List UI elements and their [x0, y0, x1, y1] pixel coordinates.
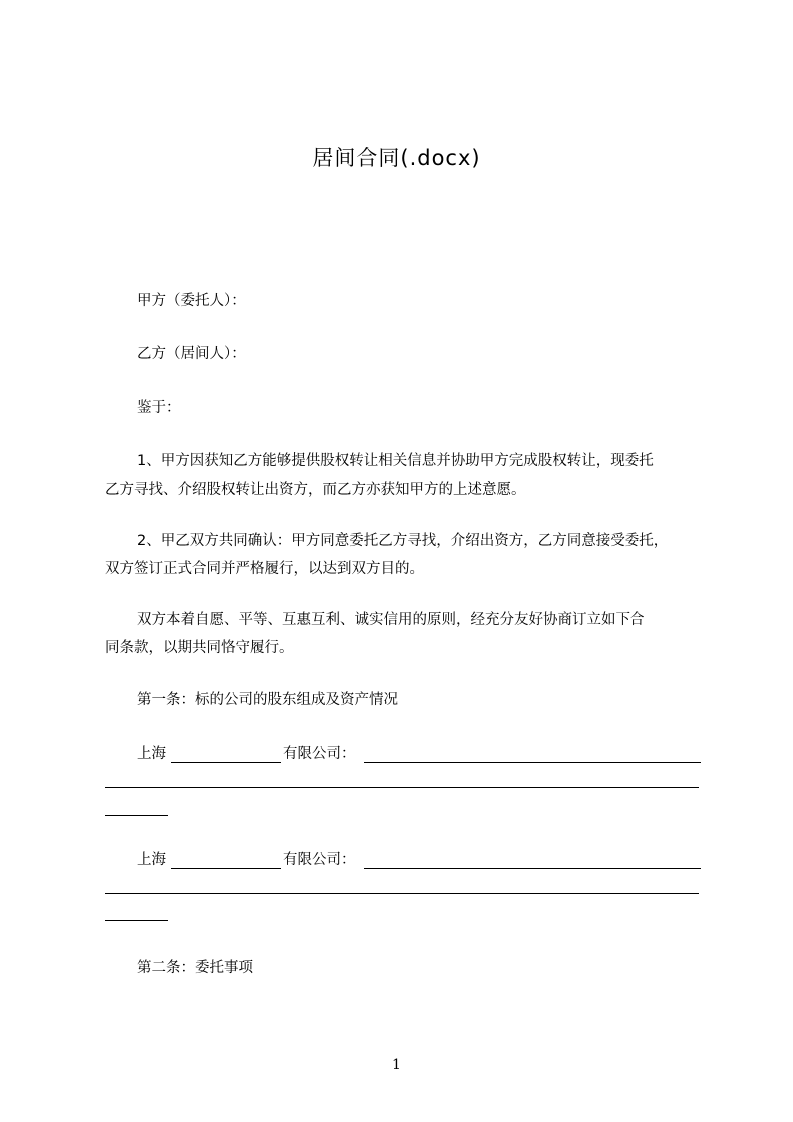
article2-heading: 第二条：委托事项	[137, 960, 253, 976]
company2-prefix: 上海	[137, 852, 166, 868]
clause2-line2: 双方签订正式合同并严格履行，以达到双方目的。	[105, 561, 424, 577]
company1-info-blank-2	[105, 787, 699, 788]
company2-info-blank-2	[105, 893, 699, 894]
document-title: 居间合同(.docx)	[312, 146, 481, 170]
clause1-line1: 1、甲方因获知乙方能够提供股权转让相关信息并协助甲方完成股权转让，现委托	[137, 453, 654, 469]
party-a-label: 甲方（委托人）：	[137, 293, 246, 309]
article1-heading: 第一条：标的公司的股东组成及资产情况	[137, 692, 398, 708]
principle-line2: 同条款，以期共同恪守履行。	[105, 640, 294, 656]
company1-suffix: 有限公司：	[283, 746, 356, 762]
principle-line1: 双方本着自愿、平等、互惠互利、诚实信用的原则，经充分友好协商订立如下合	[137, 612, 645, 628]
company2-name-blank	[171, 868, 281, 869]
company1-info-blank-3	[105, 815, 168, 816]
company2-info-blank-1	[364, 868, 701, 869]
clause2-line1: 2、甲乙双方共同确认：甲方同意委托乙方寻找，介绍出资方，乙方同意接受委托，	[137, 533, 669, 549]
company1-prefix: 上海	[137, 746, 166, 762]
party-b-label: 乙方（居间人）：	[137, 346, 246, 362]
whereas-label: 鉴于：	[137, 400, 181, 416]
clause1-line2: 乙方寻找、介绍股权转让出资方，而乙方亦获知甲方的上述意愿。	[105, 482, 526, 498]
company1-name-blank	[171, 762, 281, 763]
company2-info-blank-3	[105, 920, 168, 921]
company1-info-blank-1	[364, 762, 701, 763]
company2-suffix: 有限公司：	[283, 852, 356, 868]
page-number: 1	[392, 1057, 401, 1073]
